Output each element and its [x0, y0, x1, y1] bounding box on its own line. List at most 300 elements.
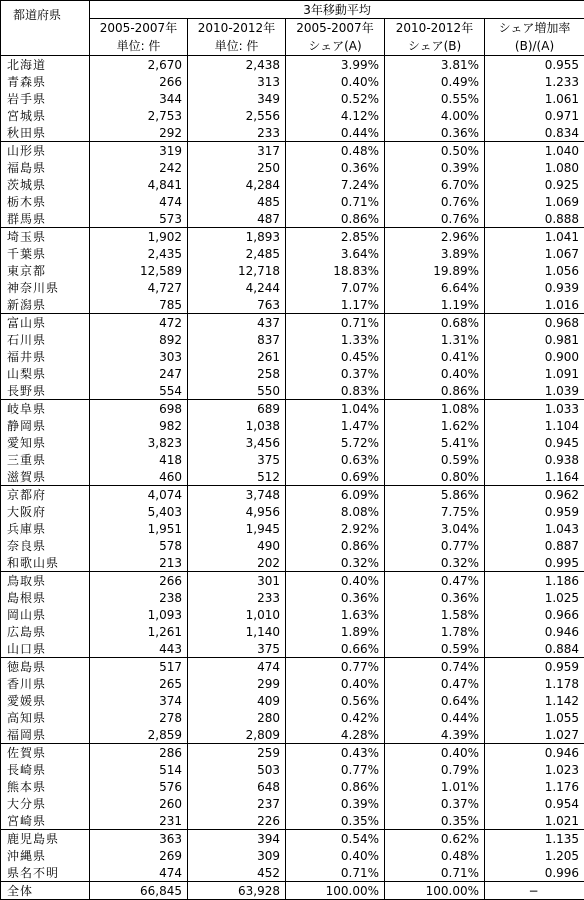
count-2010-2012-cell: 2,438 — [188, 56, 286, 74]
share-ratio-cell: 1.080 — [485, 159, 584, 176]
table-row — [1, 830, 584, 848]
count-2010-2012-cell: 301 — [188, 572, 286, 590]
share-ratio-cell: 1.055 — [485, 709, 584, 726]
table-row — [1, 726, 584, 744]
count-2010-2012-cell: 485 — [188, 193, 286, 210]
table-row — [1, 279, 584, 296]
table-row — [1, 761, 584, 778]
share-b-cell: 0.40% — [385, 744, 485, 762]
table-row — [1, 486, 584, 504]
share-ratio-cell: 1.135 — [485, 830, 584, 848]
prefecture-cell: 鹿児島県 — [1, 830, 90, 848]
count-2010-2012-cell: 3,456 — [188, 434, 286, 451]
share-b-cell: 0.44% — [385, 709, 485, 726]
table-row — [1, 142, 584, 160]
share-ratio-cell: 1.069 — [485, 193, 584, 210]
share-ratio-cell: 1.067 — [485, 245, 584, 262]
count-2010-2012-cell: 648 — [188, 778, 286, 795]
prefecture-cell: 広島県 — [1, 623, 90, 640]
share-b-cell: 3.89% — [385, 245, 485, 262]
share-b-cell: 6.64% — [385, 279, 485, 296]
table-row — [1, 296, 584, 314]
share-ratio-cell: 1.016 — [485, 296, 584, 314]
count-2005-2007-cell: 2,753 — [90, 107, 188, 124]
share-b-label: シェア(B) — [385, 37, 485, 56]
count-2005-2007-cell: 474 — [90, 193, 188, 210]
share-b-cell: 0.41% — [385, 348, 485, 365]
count-2005-2007-cell: 460 — [90, 468, 188, 486]
count-2010-2012-cell: 4,244 — [188, 279, 286, 296]
prefecture-cell: 熊本県 — [1, 778, 90, 795]
share-a-cell: 4.12% — [286, 107, 385, 124]
share-a-cell: 0.44% — [286, 124, 385, 142]
share-b-cell: 0.77% — [385, 537, 485, 554]
total-count-2005-2007-cell: 66,845 — [90, 882, 188, 900]
count-2005-2007-cell: 242 — [90, 159, 188, 176]
share-ratio-cell: 0.959 — [485, 503, 584, 520]
share-ratio-cell: 0.971 — [485, 107, 584, 124]
table-row — [1, 228, 584, 246]
share-b-cell: 0.80% — [385, 468, 485, 486]
count-2010-2012-cell: 3,748 — [188, 486, 286, 504]
share-b-cell: 1.78% — [385, 623, 485, 640]
share-ratio-cell: 1.023 — [485, 761, 584, 778]
share-b-cell: 0.37% — [385, 795, 485, 812]
share-b-cell: 0.55% — [385, 90, 485, 107]
count-2010-2012-cell: 394 — [188, 830, 286, 848]
share-ratio-cell: 0.900 — [485, 348, 584, 365]
share-b-cell: 0.48% — [385, 847, 485, 864]
share-a-cell: 0.32% — [286, 554, 385, 572]
count-2010-2012-cell: 313 — [188, 73, 286, 90]
share-a-cell: 0.56% — [286, 692, 385, 709]
prefecture-cell: 兵庫県 — [1, 520, 90, 537]
prefecture-cell: 秋田県 — [1, 124, 90, 142]
share-a-label: シェア(A) — [286, 37, 385, 56]
share-b-cell: 0.49% — [385, 73, 485, 90]
share-b-cell: 0.50% — [385, 142, 485, 160]
table-row — [1, 400, 584, 418]
prefecture-cell: 青森県 — [1, 73, 90, 90]
share-a-cell: 0.66% — [286, 640, 385, 658]
count-2005-2007-cell: 238 — [90, 589, 188, 606]
prefecture-cell: 京都府 — [1, 486, 90, 504]
prefecture-cell: 大分県 — [1, 795, 90, 812]
total-row — [1, 882, 584, 900]
table-row — [1, 417, 584, 434]
table-row — [1, 847, 584, 864]
share-a-cell: 4.28% — [286, 726, 385, 744]
count-2010-2012-cell: 261 — [188, 348, 286, 365]
share-a-cell: 0.40% — [286, 675, 385, 692]
share-a-cell: 5.72% — [286, 434, 385, 451]
count-2005-2007-cell: 265 — [90, 675, 188, 692]
share-ratio-cell: 0.887 — [485, 537, 584, 554]
table-row — [1, 262, 584, 279]
share-ratio-cell: 0.834 — [485, 124, 584, 142]
count-2005-2007-cell: 1,902 — [90, 228, 188, 246]
share-b-cell: 1.62% — [385, 417, 485, 434]
share-a-cell: 1.33% — [286, 331, 385, 348]
share-a-cell: 18.83% — [286, 262, 385, 279]
share-b-cell: 0.35% — [385, 812, 485, 830]
count-2005-2007-cell: 892 — [90, 331, 188, 348]
table-body — [1, 56, 584, 900]
count-2005-2007-cell: 573 — [90, 210, 188, 228]
share-a-cell: 0.86% — [286, 210, 385, 228]
share-a-cell: 3.99% — [286, 56, 385, 74]
share-ratio-cell: 1.142 — [485, 692, 584, 709]
share-a-cell: 0.77% — [286, 761, 385, 778]
prefecture-cell: 島根県 — [1, 589, 90, 606]
table-row — [1, 176, 584, 193]
share-a-cell: 3.64% — [286, 245, 385, 262]
share-ratio-cell: 0.946 — [485, 744, 584, 762]
count-2005-2007-cell: 1,093 — [90, 606, 188, 623]
share-a-cell: 0.63% — [286, 451, 385, 468]
share-a-cell: 0.36% — [286, 589, 385, 606]
share-ratio-cell: 1.104 — [485, 417, 584, 434]
count-2010-2012-cell: 259 — [188, 744, 286, 762]
share-b-cell: 1.19% — [385, 296, 485, 314]
share-b-cell: 1.08% — [385, 400, 485, 418]
count-2010-2012-cell: 689 — [188, 400, 286, 418]
prefecture-cell: 岐阜県 — [1, 400, 90, 418]
prefecture-cell: 新潟県 — [1, 296, 90, 314]
share-ratio-cell: 0.938 — [485, 451, 584, 468]
share-b-cell: 0.74% — [385, 658, 485, 676]
table-row — [1, 434, 584, 451]
table-row — [1, 572, 584, 590]
share-a-cell: 0.39% — [286, 795, 385, 812]
table-row — [1, 589, 584, 606]
share-ratio-cell: 0.968 — [485, 314, 584, 332]
count-2010-2012-cell: 437 — [188, 314, 286, 332]
count-2010-2012-cell: 299 — [188, 675, 286, 692]
count-2005-2007-cell: 576 — [90, 778, 188, 795]
share-b-cell: 1.31% — [385, 331, 485, 348]
count-2010-2012-cell: 1,945 — [188, 520, 286, 537]
prefecture-cell: 岩手県 — [1, 90, 90, 107]
count-2005-2007-cell: 4,727 — [90, 279, 188, 296]
share-a-cell: 1.04% — [286, 400, 385, 418]
prefecture-cell: 埼玉県 — [1, 228, 90, 246]
prefecture-cell: 愛知県 — [1, 434, 90, 451]
share-ratio-label: (B)/(A) — [485, 37, 584, 56]
share-growth-header: シェア増加率 — [485, 19, 584, 38]
share-a-cell: 0.71% — [286, 314, 385, 332]
count-2010-2012-cell: 550 — [188, 382, 286, 400]
count-2005-2007-cell: 303 — [90, 348, 188, 365]
table-row — [1, 709, 584, 726]
count-2010-2012-cell: 1,010 — [188, 606, 286, 623]
table-row — [1, 537, 584, 554]
prefecture-cell: 三重県 — [1, 451, 90, 468]
count-2005-2007-cell: 286 — [90, 744, 188, 762]
prefecture-cell: 佐賀県 — [1, 744, 90, 762]
count-2010-2012-unit: 単位: 件 — [188, 37, 286, 56]
prefecture-cell: 沖縄県 — [1, 847, 90, 864]
prefecture-cell: 福井県 — [1, 348, 90, 365]
count-2005-2007-unit: 単位: 件 — [90, 37, 188, 56]
count-2005-2007-cell: 344 — [90, 90, 188, 107]
prefecture-cell: 香川県 — [1, 675, 90, 692]
share-ratio-cell: 0.981 — [485, 331, 584, 348]
prefecture-cell: 大阪府 — [1, 503, 90, 520]
share-a-cell: 0.42% — [286, 709, 385, 726]
total-count-2010-2012-cell: 63,928 — [188, 882, 286, 900]
share-b-cell: 0.36% — [385, 589, 485, 606]
count-2010-2012-cell: 837 — [188, 331, 286, 348]
table-row — [1, 348, 584, 365]
share-ratio-cell: 1.025 — [485, 589, 584, 606]
table-row — [1, 56, 584, 74]
prefecture-cell: 奈良県 — [1, 537, 90, 554]
share-ratio-cell: 1.186 — [485, 572, 584, 590]
count-2010-2012-cell: 474 — [188, 658, 286, 676]
table-row — [1, 864, 584, 882]
share-a-cell: 0.71% — [286, 193, 385, 210]
count-2005-2007-cell: 517 — [90, 658, 188, 676]
share-b-cell: 5.86% — [385, 486, 485, 504]
table-row — [1, 90, 584, 107]
prefecture-cell: 東京都 — [1, 262, 90, 279]
table-row — [1, 503, 584, 520]
count-2010-2012-cell: 237 — [188, 795, 286, 812]
share-a-cell: 0.71% — [286, 864, 385, 882]
count-2005-2007-cell: 554 — [90, 382, 188, 400]
share-a-cell: 2.92% — [286, 520, 385, 537]
share-b-cell: 3.04% — [385, 520, 485, 537]
prefecture-cell: 山形県 — [1, 142, 90, 160]
table-row — [1, 675, 584, 692]
share-ratio-cell: 0.959 — [485, 658, 584, 676]
count-2010-2012-cell: 317 — [188, 142, 286, 160]
share-2005-2007-header: 2005-2007年 — [286, 19, 385, 38]
total-share-ratio-cell: − — [485, 882, 584, 900]
share-a-cell: 0.48% — [286, 142, 385, 160]
table-row — [1, 554, 584, 572]
share-b-cell: 1.01% — [385, 778, 485, 795]
share-2010-2012-header: 2010-2012年 — [385, 19, 485, 38]
share-ratio-cell: 1.091 — [485, 365, 584, 382]
prefecture-cell: 岡山県 — [1, 606, 90, 623]
table-row — [1, 107, 584, 124]
share-b-cell: 7.75% — [385, 503, 485, 520]
count-2005-2007-cell: 231 — [90, 812, 188, 830]
share-a-cell: 6.09% — [286, 486, 385, 504]
share-b-cell: 19.89% — [385, 262, 485, 279]
share-b-cell: 5.41% — [385, 434, 485, 451]
table-row — [1, 314, 584, 332]
table-row — [1, 468, 584, 486]
count-2005-2007-cell: 472 — [90, 314, 188, 332]
share-b-cell: 0.79% — [385, 761, 485, 778]
prefecture-cell: 宮城県 — [1, 107, 90, 124]
share-b-cell: 0.59% — [385, 451, 485, 468]
count-2005-2007-cell: 269 — [90, 847, 188, 864]
share-b-cell: 0.40% — [385, 365, 485, 382]
share-b-cell: 6.70% — [385, 176, 485, 193]
share-ratio-cell: 1.056 — [485, 262, 584, 279]
share-ratio-cell: 0.888 — [485, 210, 584, 228]
count-2005-2007-cell: 982 — [90, 417, 188, 434]
count-2005-2007-cell: 4,074 — [90, 486, 188, 504]
share-b-cell: 0.59% — [385, 640, 485, 658]
share-a-cell: 0.77% — [286, 658, 385, 676]
table-row — [1, 159, 584, 176]
count-2005-2007-cell: 1,261 — [90, 623, 188, 640]
count-2010-2012-cell: 349 — [188, 90, 286, 107]
table-row — [1, 623, 584, 640]
share-a-cell: 0.35% — [286, 812, 385, 830]
prefecture-cell: 和歌山県 — [1, 554, 90, 572]
prefecture-cell: 北海道 — [1, 56, 90, 74]
count-2010-2012-cell: 4,956 — [188, 503, 286, 520]
count-2010-2012-cell: 1,893 — [188, 228, 286, 246]
count-2010-2012-cell: 233 — [188, 124, 286, 142]
share-ratio-cell: 0.925 — [485, 176, 584, 193]
share-ratio-cell: 1.176 — [485, 778, 584, 795]
share-b-cell: 0.64% — [385, 692, 485, 709]
count-2010-2012-cell: 490 — [188, 537, 286, 554]
share-a-cell: 1.89% — [286, 623, 385, 640]
share-b-cell: 0.76% — [385, 193, 485, 210]
count-2010-2012-cell: 309 — [188, 847, 286, 864]
table-row — [1, 451, 584, 468]
table-row — [1, 365, 584, 382]
prefecture-cell: 千葉県 — [1, 245, 90, 262]
count-2005-2007-cell: 4,841 — [90, 176, 188, 193]
prefecture-cell: 愛媛県 — [1, 692, 90, 709]
table-row — [1, 331, 584, 348]
share-b-cell: 0.47% — [385, 675, 485, 692]
count-2005-2007-cell: 785 — [90, 296, 188, 314]
share-ratio-cell: 0.996 — [485, 864, 584, 882]
share-ratio-cell: 1.021 — [485, 812, 584, 830]
share-b-cell: 4.39% — [385, 726, 485, 744]
share-ratio-cell: 0.954 — [485, 795, 584, 812]
table-row — [1, 193, 584, 210]
count-2005-2007-cell: 363 — [90, 830, 188, 848]
share-b-cell: 0.76% — [385, 210, 485, 228]
count-2010-2012-cell: 12,718 — [188, 262, 286, 279]
table-row — [1, 640, 584, 658]
count-2005-2007-cell: 319 — [90, 142, 188, 160]
table-row — [1, 382, 584, 400]
share-a-cell: 0.69% — [286, 468, 385, 486]
count-2010-2012-cell: 487 — [188, 210, 286, 228]
table-row — [1, 520, 584, 537]
share-ratio-cell: 0.884 — [485, 640, 584, 658]
share-a-cell: 1.17% — [286, 296, 385, 314]
count-2010-2012-cell: 280 — [188, 709, 286, 726]
count-2010-2012-cell: 512 — [188, 468, 286, 486]
count-2005-2007-cell: 266 — [90, 572, 188, 590]
share-ratio-cell: 1.039 — [485, 382, 584, 400]
share-b-cell: 0.47% — [385, 572, 485, 590]
moving-average-group-header: 3年移動平均 — [90, 1, 584, 19]
share-ratio-cell: 0.966 — [485, 606, 584, 623]
share-ratio-cell: 1.205 — [485, 847, 584, 864]
share-a-cell: 1.63% — [286, 606, 385, 623]
count-2005-2007-header: 2005-2007年 — [90, 19, 188, 38]
count-2005-2007-cell: 213 — [90, 554, 188, 572]
total-share-b-cell: 100.00% — [385, 882, 485, 900]
count-2005-2007-cell: 578 — [90, 537, 188, 554]
table-row — [1, 812, 584, 830]
share-a-cell: 0.52% — [286, 90, 385, 107]
share-ratio-cell: 0.946 — [485, 623, 584, 640]
count-2005-2007-cell: 374 — [90, 692, 188, 709]
prefecture-cell: 滋賀県 — [1, 468, 90, 486]
count-2005-2007-cell: 266 — [90, 73, 188, 90]
share-a-cell: 0.40% — [286, 73, 385, 90]
share-ratio-cell: 0.962 — [485, 486, 584, 504]
count-2010-2012-cell: 375 — [188, 451, 286, 468]
count-2010-2012-cell: 409 — [188, 692, 286, 709]
total-share-a-cell: 100.00% — [286, 882, 385, 900]
count-2010-2012-cell: 4,284 — [188, 176, 286, 193]
count-2010-2012-cell: 452 — [188, 864, 286, 882]
share-a-cell: 0.36% — [286, 159, 385, 176]
share-a-cell: 8.08% — [286, 503, 385, 520]
table-row — [1, 245, 584, 262]
share-b-cell: 0.68% — [385, 314, 485, 332]
prefecture-cell: 山口県 — [1, 640, 90, 658]
prefecture-cell: 茨城県 — [1, 176, 90, 193]
count-2005-2007-cell: 474 — [90, 864, 188, 882]
share-ratio-cell: 1.041 — [485, 228, 584, 246]
count-2010-2012-cell: 202 — [188, 554, 286, 572]
prefecture-column-header: 都道府県 — [1, 1, 90, 56]
count-2010-2012-cell: 375 — [188, 640, 286, 658]
prefecture-cell: 富山県 — [1, 314, 90, 332]
share-ratio-cell: 1.027 — [485, 726, 584, 744]
share-a-cell: 0.45% — [286, 348, 385, 365]
prefecture-cell: 高知県 — [1, 709, 90, 726]
table-row — [1, 692, 584, 709]
count-2005-2007-cell: 260 — [90, 795, 188, 812]
share-ratio-cell: 1.164 — [485, 468, 584, 486]
share-b-cell: 0.86% — [385, 382, 485, 400]
share-b-cell: 1.58% — [385, 606, 485, 623]
count-2010-2012-cell: 2,485 — [188, 245, 286, 262]
count-2005-2007-cell: 3,823 — [90, 434, 188, 451]
count-2005-2007-cell: 1,951 — [90, 520, 188, 537]
share-ratio-cell: 0.939 — [485, 279, 584, 296]
share-ratio-cell: 0.955 — [485, 56, 584, 74]
table-row — [1, 744, 584, 762]
share-b-cell: 0.36% — [385, 124, 485, 142]
share-b-cell: 0.39% — [385, 159, 485, 176]
share-a-cell: 2.85% — [286, 228, 385, 246]
share-a-cell: 7.07% — [286, 279, 385, 296]
prefecture-cell: 山梨県 — [1, 365, 90, 382]
count-2005-2007-cell: 418 — [90, 451, 188, 468]
share-a-cell: 0.43% — [286, 744, 385, 762]
count-2005-2007-cell: 2,435 — [90, 245, 188, 262]
table-row — [1, 606, 584, 623]
share-ratio-cell: 1.043 — [485, 520, 584, 537]
count-2010-2012-cell: 763 — [188, 296, 286, 314]
share-b-cell: 2.96% — [385, 228, 485, 246]
share-b-cell: 4.00% — [385, 107, 485, 124]
count-2010-2012-cell: 258 — [188, 365, 286, 382]
share-ratio-cell: 0.995 — [485, 554, 584, 572]
share-a-cell: 0.86% — [286, 537, 385, 554]
total-prefecture-cell: 全体 — [1, 882, 90, 900]
